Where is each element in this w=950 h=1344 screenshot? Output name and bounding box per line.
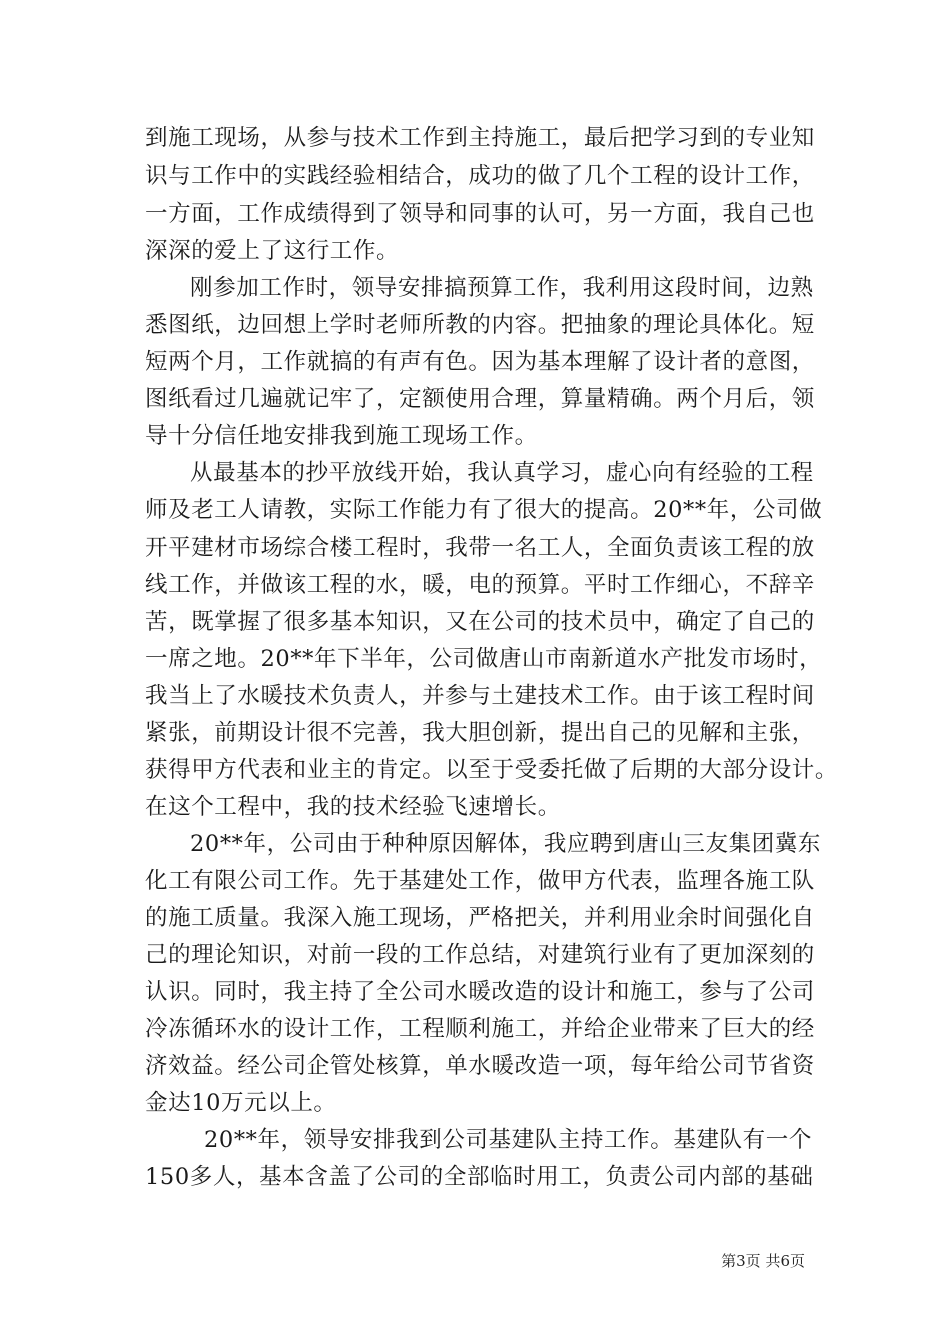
text-line: 获得甲方代表和业主的肯定。以至于受委托做了后期的大部分设计。 bbox=[145, 757, 839, 783]
paragraph-first-line: 刚参加工作时，领导安排搞预算工作，我利用这段时间，边熟 bbox=[190, 275, 814, 301]
page-number: 第3页 共6页 bbox=[721, 1252, 805, 1270]
paragraph-first-line: 20**年，公司由于种种原因解体，我应聘到唐山三友集团冀东 bbox=[190, 831, 822, 857]
text-line: 金达10万元以上。 bbox=[145, 1090, 337, 1116]
text-line: 识与工作中的实践经验相结合，成功的做了几个工程的设计工作， bbox=[145, 163, 815, 189]
text-line: 开平建材市场综合楼工程时，我带一名工人，全面负责该工程的放 bbox=[145, 535, 815, 561]
text-line: 150多人，基本含盖了公司的全部临时用工，负责公司内部的基础 bbox=[145, 1164, 814, 1190]
paragraph-first-line: 20**年，领导安排我到公司基建队主持工作。基建队有一个 bbox=[204, 1127, 812, 1153]
text-line: 短两个月，工作就搞的有声有色。因为基本理解了设计者的意图， bbox=[145, 349, 815, 375]
text-line: 在这个工程中，我的技术经验飞速增长。 bbox=[145, 794, 561, 820]
text-line: 认识。同时，我主持了全公司水暖改造的设计和施工，参与了公司 bbox=[145, 979, 815, 1005]
text-line: 化工有限公司工作。先于基建处工作，做甲方代表，监理各施工队 bbox=[145, 868, 815, 894]
text-line: 深深的爱上了这行工作。 bbox=[145, 238, 400, 264]
text-line: 济效益。经公司企管处核算，单水暖改造一项，每年给公司节省资 bbox=[145, 1053, 815, 1079]
text-line: 悉图纸，边回想上学时老师所教的内容。把抽象的理论具体化。短 bbox=[145, 312, 815, 338]
text-line: 线工作，并做该工程的水，暖，电的预算。平时工作细心，不辞辛 bbox=[145, 572, 815, 598]
text-line: 一方面，工作成绩得到了领导和同事的认可，另一方面，我自己也 bbox=[145, 201, 815, 227]
text-line: 我当上了水暖技术负责人，并参与土建技术工作。由于该工程时间 bbox=[145, 683, 815, 709]
text-line: 己的理论知识，对前一段的工作总结，对建筑行业有了更加深刻的 bbox=[145, 942, 815, 968]
text-line: 到施工现场，从参与技术工作到主持施工，最后把学习到的专业知 bbox=[145, 125, 815, 151]
paragraph-first-line: 从最基本的抄平放线开始，我认真学习，虚心向有经验的工程 bbox=[190, 460, 814, 486]
text-line: 图纸看过几遍就记牢了，定额使用合理，算量精确。两个月后，领 bbox=[145, 386, 815, 412]
text-line: 一席之地。20**年下半年，公司做唐山市南新道水产批发市场时， bbox=[145, 646, 823, 672]
text-line: 的施工质量。我深入施工现场，严格把关，并利用业余时间强化自 bbox=[145, 905, 815, 931]
text-line: 苦，既掌握了很多基本知识，又在公司的技术员中，确定了自己的 bbox=[145, 609, 815, 635]
text-line: 紧张，前期设计很不完善，我大胆创新，提出自己的见解和主张， bbox=[145, 720, 815, 746]
text-line: 冷冻循环水的设计工作，工程顺利施工，并给企业带来了巨大的经 bbox=[145, 1016, 815, 1042]
text-line: 导十分信任地安排我到施工现场工作。 bbox=[145, 423, 538, 449]
text-line: 师及老工人请教，实际工作能力有了很大的提高。20**年，公司做 bbox=[145, 497, 823, 523]
